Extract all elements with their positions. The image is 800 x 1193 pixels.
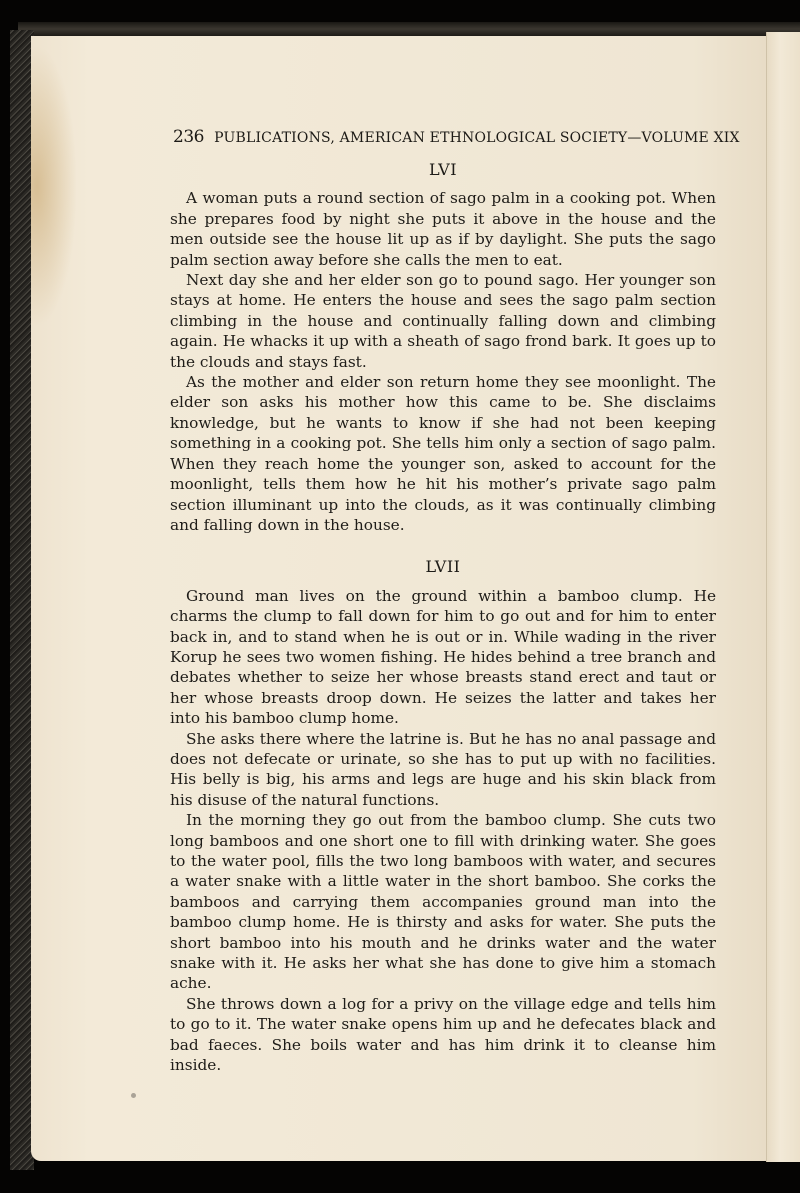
ink-spot xyxy=(131,1093,136,1098)
paragraph: Next day she and her elder son go to pound sago. Her younger son stays at home. He enters the house and sees the sago palm section climbing in the house and continually falling down and climbing again. He whacks it up with a sheath of sago frond bark. It goes up to the clouds and stays fast. xyxy=(170,271,716,371)
paragraph: A woman puts a round section of sago palm in a cooking pot. When she prepares food by night she puts it above in the house and the men outside see the house lit up as if by daylight. She puts the sago palm section away before she calls the men to eat. xyxy=(170,189,716,269)
paragraph: As the mother and elder son return home they see moonlight. The elder son asks his mother how this came to be. She disclaims knowledge, but he wants to know if she had not been keeping something in a cooking pot. She tells him only a section of sago palm. When they reach home the younger son, asked to account for the moonlight, tells them how he hit his mother’s private sago palm section illuminant up into the clouds, as it was continually climbing and falling down in the house. xyxy=(170,373,716,534)
paragraph: She throws down a log for a privy on the village edge and tells him to go to it. The water snake opens him up and he defecates black and bad faeces. She boils water and has him drink it to cleanse him inside. xyxy=(170,994,716,1075)
paragraph: In the morning they go out from the bamboo clump. She cuts two long bamboos and one short one to fill with drinking water. She goes to the water pool, fills the two long bamboos with water, and secures a water snake with a little water in the short bamboo. She corks the bamboos and carrying them accompanies ground man into the bamboo clump home. He is thirsty and asks for water. She puts the short bamboo into his mouth and he drinks water and the water snake with it. He asks her what she has done to give him a stomach ache. xyxy=(170,811,716,993)
running-header xyxy=(173,127,740,147)
paragraph: Ground man lives on the ground within a bamboo clump. He charms the clump to fall down for him to go out and for him to enter back in, and to stand when he is out or in. While wading in the river Korup he sees two women fishing. He hides behind a tree branch and debates whether to seize her whose breasts stand erect and taut or her whose breasts droop down. He seizes the latter and takes her into his bamboo clump home. xyxy=(170,586,716,728)
paragraph: She asks there where the latrine is. But he has no anal passage and does not defecate or urinate, so she has to put up with no facilities. His belly is big, his arms and legs are huge and his skin black from his disuse of the natural functions. xyxy=(170,729,716,809)
section-title: LVII xyxy=(425,557,461,577)
section-lvii xyxy=(170,557,716,1075)
page-number: 236 xyxy=(173,127,204,147)
section-title: LVI xyxy=(428,160,458,179)
page-body xyxy=(170,160,716,1097)
page-stack-edge xyxy=(766,32,800,1162)
running-title: PUBLICATIONS, AMERICAN ETHNOLOGICAL SOCIETY—VOLUME XIX xyxy=(214,130,740,146)
book-binding-top xyxy=(18,22,800,36)
section-lvi xyxy=(170,160,716,535)
